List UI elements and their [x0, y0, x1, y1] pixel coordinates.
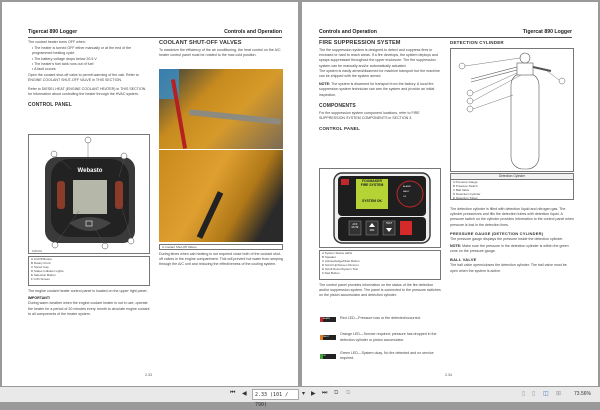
note-label: NOTE: — [450, 244, 462, 249]
legend-item: C Acknowledge/Mute Button — [322, 259, 360, 263]
legend-item: F Red Button — [322, 271, 340, 275]
legend-item: A Pressure Gauge — [453, 179, 478, 184]
intro-text: The coolant heater turns OFF when: — [28, 40, 86, 44]
go-back-icon[interactable]: ⧉ — [334, 390, 339, 396]
header-title: Tigercat 890 Logger — [522, 29, 572, 35]
paragraph: The system is easily armed/disarmed for machine transport but the machine can be shipped with the system armed. — [319, 68, 440, 79]
legend-item: C Ball Valve — [453, 187, 470, 192]
paragraph: Refer to DIESEL HEAT (ENGINE COOLANT HEATER) in THIS SECTION for information about controlling the heater through the HVAC system. — [28, 86, 146, 96]
ball-valve-heading: BALL VALVE — [450, 257, 477, 263]
header-title: Tigercat 890 Logger — [28, 29, 78, 35]
bullet-item: • The heater's fuel tank runs out of fuel — [32, 62, 150, 67]
paragraph: To maximize the efficiency of the air conditioning, the heat control on the A/C heater control panel must be rotated to the max cold position. — [159, 48, 281, 58]
page-dropdown-icon[interactable]: ▾ — [302, 391, 306, 397]
right-column — [159, 40, 283, 58]
left-column-bottom — [28, 289, 150, 317]
legend-item: A On/Off Button — [31, 257, 52, 261]
paragraph: The engine coolant heater control panel is located on the upper right panel. — [28, 289, 148, 293]
two-page-view-icon[interactable]: ◫ — [543, 391, 549, 397]
panel-leds — [403, 185, 411, 200]
screen-line: FOGMAKER — [362, 179, 382, 183]
panel-legend — [28, 256, 150, 286]
last-page-icon[interactable]: ⏭ — [322, 390, 328, 396]
screen-line: SYSTEM OK — [362, 199, 382, 203]
note-text: The system is disarmed for transport from the factory. A local fire suppression system technician can arm the system and provide an initial inspection. — [319, 82, 435, 97]
pdf-page-right — [302, 2, 598, 386]
note-label: NOTE: — [319, 82, 331, 87]
orange-led-icon: FAULT — [320, 335, 336, 340]
paragraph: For fire suppression system component locations, refer to FIRE SUPPRESSION SYSTEM COMPONENTS in SECTION 3. — [319, 110, 420, 121]
panel-legend — [319, 250, 441, 280]
fogmaker-panel-figure — [319, 168, 441, 248]
next-page-icon[interactable]: ▶ — [311, 391, 316, 397]
led-list — [320, 311, 440, 364]
led-item-red — [320, 311, 440, 327]
coolant-valves-heading: COOLANT SHUT-OFF VALVES — [159, 40, 242, 46]
previous-page-icon[interactable]: ◀ — [242, 391, 247, 397]
led-item-green — [320, 348, 440, 364]
paragraph: The control panel provides information on the status of the fire detection and/or suppression system. The panel is connected to the pressure switches on the piston accumulator and detection cylinder. — [319, 283, 441, 298]
led-label: ALARM — [403, 186, 411, 188]
led-description: Orange LED—Service required; pressure has dropped in the detection cylinder or piston accumulator. — [340, 332, 437, 342]
control-panel-heading: CONTROL PANEL — [319, 126, 360, 132]
valves-caption — [159, 244, 283, 250]
panel-screen — [356, 179, 388, 203]
valve-photo-1 — [159, 69, 283, 149]
zoom-level[interactable]: 73.56% — [574, 391, 591, 397]
legend-item: F LCD Screen — [31, 277, 51, 281]
red-led-icon: ALARM — [320, 317, 336, 322]
paragraph: Open the coolant shut-off valve to permit warming of the cab. Refer to ENGINE COOLANT SHUT-OFF VALVE in THIS SECTION. — [28, 73, 139, 83]
legend-item: E Scroll Down/System Test — [322, 267, 358, 271]
legend-item: A System Status LEDs — [322, 251, 353, 255]
bullet-item: • A fault occurs — [32, 67, 150, 72]
header-rule — [28, 37, 282, 38]
cylinder-legend — [450, 173, 574, 200]
legend-item: E Detection Tubes — [453, 195, 478, 200]
legend-item: B Speaker — [322, 255, 337, 259]
right-column — [450, 207, 574, 274]
header-section: Controls and Operation — [224, 29, 282, 35]
paragraph: The detection cylinder is filled with detection liquid and nitrogen gas. The cylinder pressurizes and fills the detection tubes with detection liquid. A pressure switch on the cylinder provides information to the control panel when pressure is lost in the detection lines. — [450, 207, 574, 227]
page-number: 2.33 — [145, 373, 152, 377]
led-description: Red LED—Pressure loss or fire detected/occurred. — [340, 316, 421, 321]
legend-title: Detection Cylinder — [451, 174, 573, 180]
control-panel-heading: CONTROL PANEL — [28, 102, 72, 109]
ack-mute-button-label: ACK MUTE — [351, 223, 359, 229]
paragraph: During times when cab heating is not required close both of the coolant shut-off valves in the engine compartment. This will prevent hot water from seeping through the A/C unit and reducing the effectiveness of the cooling system. — [159, 252, 283, 267]
led-label: OK — [403, 196, 407, 198]
important-text: During warm weather when the engine coolant heater is not in use, operate the heater for a period of 20 minutes every month to circulate engine coolant to all components of the heater system. — [28, 301, 150, 316]
pressure-gauge-heading: PRESSURE GAUGE (DETECTION CYLINDER) — [450, 230, 544, 236]
first-page-icon[interactable]: ⏮ — [230, 390, 236, 396]
page-number: 2.34 — [445, 373, 452, 377]
webasto-panel-figure — [28, 134, 150, 254]
note-text: Make sure the pressure in the detection cylinder is within the green zone on the pressure gauge. — [450, 244, 569, 254]
page-number-input[interactable]: 2.33 (101 / 790) — [252, 389, 299, 400]
continuous-view-icon[interactable]: ▯ — [532, 391, 536, 397]
legend-item: B Pressure Switch — [453, 183, 478, 188]
legend-item: D Status Indicator Lights — [31, 269, 64, 273]
dim-button-label: DIM — [369, 229, 375, 232]
valve-photo-2 — [159, 150, 283, 242]
legend-item: E Selection Button — [31, 273, 56, 277]
bullet-item: • The battery voltage drops below 20.5 V — [32, 57, 150, 62]
cylinder-figure — [450, 48, 574, 172]
test-button-label: TEST — [385, 222, 393, 225]
caption-text: A Coolant Shut-Off Valves — [162, 245, 197, 249]
important-label: IMPORTANT! — [28, 296, 51, 301]
header-section: Controls and Operation — [319, 29, 377, 35]
led-description: Green LED—System okay. No fire detected and no service required. — [340, 350, 434, 360]
pdf-toolbar — [0, 387, 600, 408]
single-page-view-icon[interactable]: ▯ — [522, 391, 526, 397]
legend-item: D Scroll Up/Screen Dimmer — [322, 263, 359, 267]
green-led-icon: OK — [320, 354, 336, 359]
detection-cylinder-heading: DETECTION CYLINDER — [450, 40, 504, 45]
fire-suppression-heading: FIRE SUPPRESSION SYSTEM — [319, 40, 401, 46]
legend-item: B Rotary Knob — [31, 261, 51, 265]
paragraph: The pressure gauge displays the pressure inside the detection cylinder. — [450, 236, 564, 241]
legend-item: D Detection Cylinder — [453, 191, 481, 196]
header-rule — [319, 37, 572, 38]
bullet-list — [28, 46, 150, 72]
two-page-continuous-icon[interactable]: ⊞ — [556, 391, 562, 397]
legend-item: C Screw Cap — [31, 265, 49, 269]
paragraph: The ball valve opens/closes the detection cylinder. The ball valve must be open when the system is active. — [450, 263, 567, 273]
left-column — [28, 40, 150, 108]
pdf-page-left — [2, 2, 298, 386]
screen-line: FIRE SYSTEM — [360, 183, 384, 187]
webasto-logo: Webasto — [77, 168, 103, 174]
left-column — [319, 40, 441, 131]
cylinder-illustration — [451, 49, 575, 173]
led-item-orange — [320, 327, 440, 348]
led-label: FAULT — [403, 191, 410, 193]
figure-id: 1000134 — [32, 250, 42, 253]
components-heading: COMPONENTS — [319, 102, 356, 109]
paragraph: The fire suppression system is designed to detect and suppress fires in enclosed or hard to reach areas. If a fire develops, the system deploys and sprays suppressant throughout the upper enclosure. The fire suppression system can be manually and/or automatically actuated. — [319, 48, 438, 68]
go-forward-icon[interactable]: ⧉ — [346, 390, 351, 396]
webasto-panel-illustration — [29, 135, 151, 255]
bullet-item: • The heater is turned OFF either manually or at the end of the programmed heating cycle — [32, 46, 150, 56]
